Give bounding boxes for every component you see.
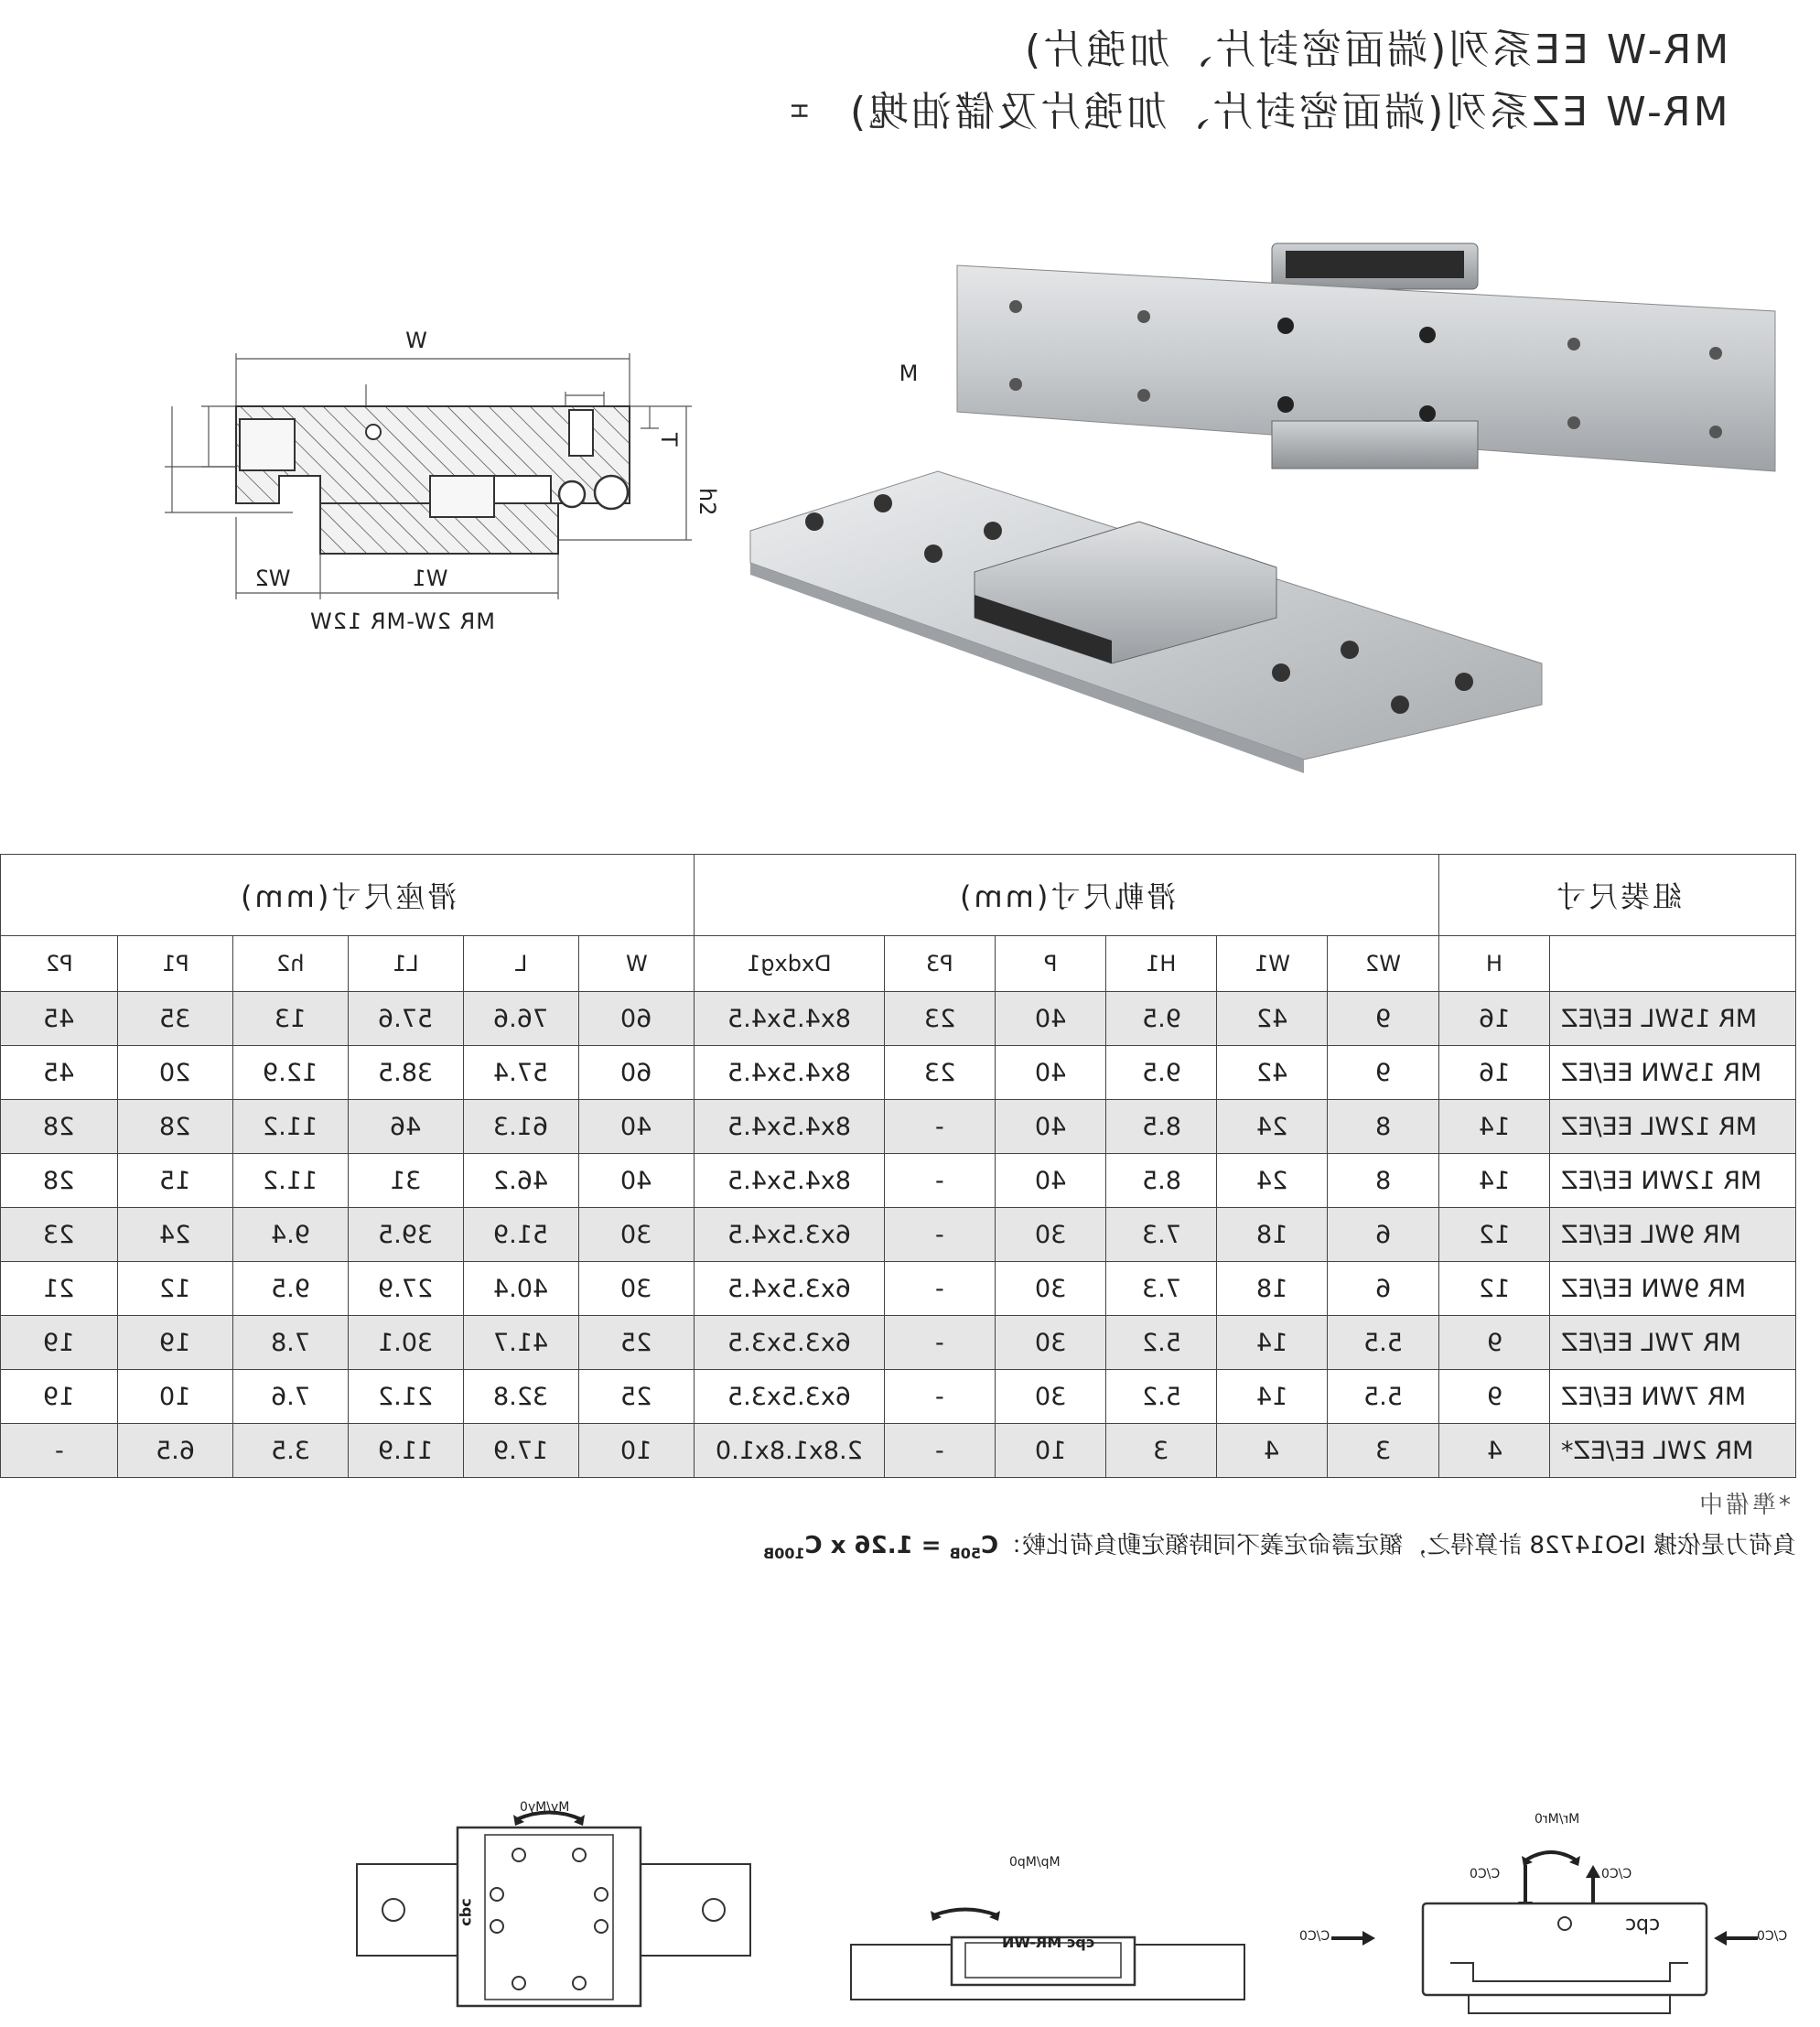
table-cell: 4 bbox=[1439, 1424, 1550, 1478]
table-cell: - bbox=[885, 1262, 996, 1316]
header-block bbox=[1, 855, 695, 936]
table-cell: 11.2 bbox=[233, 1100, 349, 1154]
table-cell: 8 bbox=[1328, 1154, 1439, 1208]
table-cell: 17.9 bbox=[464, 1424, 579, 1478]
subheader-H: H bbox=[1439, 936, 1550, 992]
table-cell: 60 bbox=[579, 1046, 695, 1100]
table-cell: 20 bbox=[118, 1046, 233, 1100]
table-cell: 6 bbox=[1328, 1208, 1439, 1262]
note-load-formula bbox=[763, 1526, 1796, 1562]
table-cell: 6x3.5x3.5 bbox=[695, 1316, 885, 1370]
label-W: W bbox=[405, 328, 427, 353]
table-cell: 30 bbox=[996, 1262, 1106, 1316]
table-cell: 23 bbox=[885, 992, 996, 1046]
table-cell: 40.4 bbox=[464, 1262, 579, 1316]
title-line-2 bbox=[847, 79, 1728, 137]
note-preparing bbox=[1696, 1486, 1791, 1520]
table-cell: 8.5 bbox=[1106, 1100, 1217, 1154]
table-cell: 14 bbox=[1217, 1316, 1328, 1370]
table-cell: 9 bbox=[1439, 1316, 1550, 1370]
header-block-text: 滑座尺寸(mm) bbox=[237, 879, 458, 914]
table-cell: 12 bbox=[1439, 1208, 1550, 1262]
formula-c: C bbox=[981, 1532, 999, 1559]
table-cell: 9 bbox=[1328, 1046, 1439, 1100]
table-cell: 6.5 bbox=[118, 1424, 233, 1478]
label-h2: h2 bbox=[695, 488, 720, 516]
table-cell-model: MR 7WL EE/EZ bbox=[1550, 1316, 1796, 1370]
table-cell: 28 bbox=[118, 1100, 233, 1154]
title-line-1-text: MR-W EE系列(端面密封片、加強片) bbox=[1021, 27, 1728, 73]
table-cell: 7.3 bbox=[1106, 1208, 1217, 1262]
table-cell-model: MR 9WL EE/EZ bbox=[1550, 1208, 1796, 1262]
table-cell: 40 bbox=[579, 1154, 695, 1208]
subheader-h2: h2 bbox=[233, 936, 349, 992]
formula-mid: = 1.26 x C bbox=[804, 1532, 950, 1559]
table-cell: 5.2 bbox=[1106, 1370, 1217, 1424]
table-cell: 61.3 bbox=[464, 1100, 579, 1154]
table-cell: - bbox=[885, 1316, 996, 1370]
table-cell: 32.8 bbox=[464, 1370, 579, 1424]
table-cell: 11.2 bbox=[233, 1154, 349, 1208]
table-cell: 15 bbox=[118, 1154, 233, 1208]
subheader-L1: L1 bbox=[349, 936, 464, 992]
table-cell: 6x3.5x4.5 bbox=[695, 1262, 885, 1316]
note-load-prefix: 負荷力是依據 ISO14728 計算得之，額定壽命定義不同時額定動負荷比較： bbox=[998, 1532, 1796, 1559]
table-row bbox=[1, 1208, 1796, 1262]
table-cell: 9.5 bbox=[1106, 992, 1217, 1046]
table-row bbox=[1, 1046, 1796, 1100]
c-top-left-label: C/C0 bbox=[1470, 1867, 1501, 1881]
header-rail bbox=[695, 855, 1439, 936]
table-cell: 57.4 bbox=[464, 1046, 579, 1100]
table-cell: 31 bbox=[349, 1154, 464, 1208]
table-cell: 14 bbox=[1217, 1370, 1328, 1424]
label-W2: W2 bbox=[254, 566, 291, 591]
table-cell: 6x3.5x3.5 bbox=[695, 1370, 885, 1424]
header-rail-text: 滑軌尺寸(mm) bbox=[956, 879, 1177, 914]
c-top-right-label: C/C0 bbox=[1601, 1867, 1632, 1881]
table-cell: 5.5 bbox=[1328, 1316, 1439, 1370]
table-cell: 42 bbox=[1217, 992, 1328, 1046]
table-cell: 46 bbox=[349, 1100, 464, 1154]
table-cell: 10 bbox=[996, 1424, 1106, 1478]
title-line-2-text: MR-W EZ系列(端面密封片、加強片及儲油塊) bbox=[847, 89, 1728, 135]
label-M: M bbox=[899, 361, 919, 386]
table-cell: - bbox=[1, 1424, 118, 1478]
table-cell: 7.6 bbox=[233, 1370, 349, 1424]
table-cell: 25 bbox=[579, 1370, 695, 1424]
table-cell: 6x3.5x4.5 bbox=[695, 1208, 885, 1262]
table-cell: - bbox=[885, 1208, 996, 1262]
header-assembly-text: 組裝尺寸 bbox=[1553, 879, 1682, 914]
label-H: H bbox=[786, 102, 812, 120]
table-row bbox=[1, 1262, 1796, 1316]
table-cell: 9 bbox=[1328, 992, 1439, 1046]
load-diagram-top-view bbox=[352, 1807, 755, 2013]
table-cell: 7.8 bbox=[233, 1316, 349, 1370]
table-cell: 51.9 bbox=[464, 1208, 579, 1262]
table-cell: 3.5 bbox=[233, 1424, 349, 1478]
table-cell: - bbox=[885, 1154, 996, 1208]
table-cell: 40 bbox=[996, 992, 1106, 1046]
table-cell: 9.5 bbox=[233, 1262, 349, 1316]
header-assembly bbox=[1439, 855, 1796, 936]
table-cell: 8x4.5x4.5 bbox=[695, 1046, 885, 1100]
table-cell: 24 bbox=[1217, 1154, 1328, 1208]
subheader-P1: P1 bbox=[118, 936, 233, 992]
table-cell: 13 bbox=[233, 992, 349, 1046]
table-cell: 76.6 bbox=[464, 992, 579, 1046]
table-cell: 30.1 bbox=[349, 1316, 464, 1370]
brand-cpc-right-diagram: cpc bbox=[1625, 1913, 1661, 1935]
table-cell: 8x4.5x4.5 bbox=[695, 1100, 885, 1154]
product-photo-bottom bbox=[746, 467, 1569, 769]
table-cell: 30 bbox=[996, 1370, 1106, 1424]
table-cell: 8.5 bbox=[1106, 1154, 1217, 1208]
table-cell: - bbox=[885, 1424, 996, 1478]
table-cell: 4 bbox=[1217, 1424, 1328, 1478]
table-cell: 12.9 bbox=[233, 1046, 349, 1100]
table-cell: 23 bbox=[1, 1208, 118, 1262]
subheader-W2: W2 bbox=[1328, 936, 1439, 992]
table-cell: 45 bbox=[1, 992, 118, 1046]
table-cell: 30 bbox=[996, 1208, 1106, 1262]
table-cell: 12 bbox=[1439, 1262, 1550, 1316]
table-cell: 14 bbox=[1439, 1100, 1550, 1154]
table-cell: 30 bbox=[996, 1316, 1106, 1370]
table-cell: 3 bbox=[1328, 1424, 1439, 1478]
table-cell: 30 bbox=[579, 1262, 695, 1316]
table-cell: 35 bbox=[118, 992, 233, 1046]
spec-table bbox=[0, 854, 1796, 1478]
table-cell: 2.8x1.8x1.0 bbox=[695, 1424, 885, 1478]
table-cell: 9 bbox=[1439, 1370, 1550, 1424]
table-cell: - bbox=[885, 1370, 996, 1424]
moment-mp-label: Mp/Mp0 bbox=[1009, 1855, 1061, 1870]
table-cell: 30 bbox=[579, 1208, 695, 1262]
c-left-label: C/C0 bbox=[1299, 1929, 1330, 1944]
table-cell: 39.5 bbox=[349, 1208, 464, 1262]
table-cell: 7.3 bbox=[1106, 1262, 1217, 1316]
table-cell: 21 bbox=[1, 1262, 118, 1316]
subheader-Dxdxg1: Dxdxg1 bbox=[695, 936, 885, 992]
table-cell: 60 bbox=[579, 992, 695, 1046]
table-cell: 19 bbox=[1, 1316, 118, 1370]
subheader-W: W bbox=[579, 936, 695, 992]
table-cell: 10 bbox=[118, 1370, 233, 1424]
table-cell: 12 bbox=[118, 1262, 233, 1316]
table-cell: 21.2 bbox=[349, 1370, 464, 1424]
table-cell: 19 bbox=[1, 1370, 118, 1424]
table-cell: 38.5 bbox=[349, 1046, 464, 1100]
table-cell: 24 bbox=[1217, 1100, 1328, 1154]
table-cell: 8x4.5x4.5 bbox=[695, 1154, 885, 1208]
table-cell: 8 bbox=[1328, 1100, 1439, 1154]
table-cell-model: MR 12WN EE/EZ bbox=[1550, 1154, 1796, 1208]
subheader-W1: W1 bbox=[1217, 936, 1328, 992]
table-cell-model: MR 7WN EE/EZ bbox=[1550, 1370, 1796, 1424]
table-row bbox=[1, 1100, 1796, 1154]
table-cell: 5.5 bbox=[1328, 1370, 1439, 1424]
table-cell: 19 bbox=[118, 1316, 233, 1370]
table-cell: 45 bbox=[1, 1046, 118, 1100]
table-row bbox=[1, 1424, 1796, 1478]
table-cell: 16 bbox=[1439, 992, 1550, 1046]
table-cell: 18 bbox=[1217, 1208, 1328, 1262]
table-cell: 28 bbox=[1, 1100, 118, 1154]
moment-mr-label: Mr/Mr0 bbox=[1535, 1812, 1580, 1827]
table-cell: 23 bbox=[885, 1046, 996, 1100]
cross-section-diagram bbox=[128, 102, 919, 641]
table-cell: 40 bbox=[579, 1100, 695, 1154]
product-photo-top bbox=[952, 238, 1775, 476]
table-cell: 3 bbox=[1106, 1424, 1217, 1478]
load-diagram-front-view bbox=[1286, 1821, 1807, 2018]
table-row bbox=[1, 1370, 1796, 1424]
table-cell: 10 bbox=[579, 1424, 695, 1478]
table-cell: 28 bbox=[1, 1154, 118, 1208]
subheader-P: P bbox=[996, 936, 1106, 992]
subheader-P3: P3 bbox=[885, 936, 996, 992]
subheader-P2: P2 bbox=[1, 936, 118, 992]
table-row bbox=[1, 992, 1796, 1046]
table-cell: 24 bbox=[118, 1208, 233, 1262]
table-cell-model: MR 15WN EE/EZ bbox=[1550, 1046, 1796, 1100]
table-cell: 40 bbox=[996, 1154, 1106, 1208]
table-cell-model: MR 15WL EE/EZ bbox=[1550, 992, 1796, 1046]
table-cell-model: MR 12WL EE/EZ bbox=[1550, 1100, 1796, 1154]
table-cell: 57.6 bbox=[349, 992, 464, 1046]
formula-sub2: 100B bbox=[762, 1545, 805, 1563]
side-block-text: cpc MR-WN bbox=[1002, 1934, 1095, 1951]
table-cell: 46.2 bbox=[464, 1154, 579, 1208]
table-cell: 11.9 bbox=[349, 1424, 464, 1478]
table-cell: 40 bbox=[996, 1100, 1106, 1154]
table-cell-model: MR 9WN EE/EZ bbox=[1550, 1262, 1796, 1316]
label-W1: W1 bbox=[412, 566, 448, 591]
cross-section-caption bbox=[309, 609, 495, 634]
table-cell: 25 bbox=[579, 1316, 695, 1370]
table-cell: 42 bbox=[1217, 1046, 1328, 1100]
subheader-L: L bbox=[464, 936, 579, 992]
cross-section-caption-text: MR 2W-MR 12W bbox=[309, 609, 495, 634]
table-cell: 8x4.5x4.5 bbox=[695, 992, 885, 1046]
note-preparing-text: *準備中 bbox=[1696, 1492, 1791, 1519]
table-cell: 5.2 bbox=[1106, 1316, 1217, 1370]
table-cell: - bbox=[885, 1100, 996, 1154]
table-cell: 16 bbox=[1439, 1046, 1550, 1100]
label-T: T bbox=[656, 433, 682, 447]
table-row bbox=[1, 1154, 1796, 1208]
table-cell: 41.7 bbox=[464, 1316, 579, 1370]
title-line-1 bbox=[1022, 16, 1728, 75]
subheader-H1: H1 bbox=[1106, 936, 1217, 992]
table-row bbox=[1, 1316, 1796, 1370]
table-cell: 9.5 bbox=[1106, 1046, 1217, 1100]
table-cell: 18 bbox=[1217, 1262, 1328, 1316]
table-cell: 14 bbox=[1439, 1154, 1550, 1208]
formula-sub1: 50B bbox=[949, 1545, 982, 1563]
table-cell: 6 bbox=[1328, 1262, 1439, 1316]
c-right-label: C/C0 bbox=[1757, 1929, 1788, 1944]
table-cell-model: MR 2WL EE/EZ* bbox=[1550, 1424, 1796, 1478]
table-cell: 27.9 bbox=[349, 1262, 464, 1316]
moment-my-label: My/My0 bbox=[520, 1800, 570, 1815]
table-cell: 40 bbox=[996, 1046, 1106, 1100]
table-cell: 9.4 bbox=[233, 1208, 349, 1262]
brand-cpc-left-diagram: cpc bbox=[458, 1898, 477, 1926]
